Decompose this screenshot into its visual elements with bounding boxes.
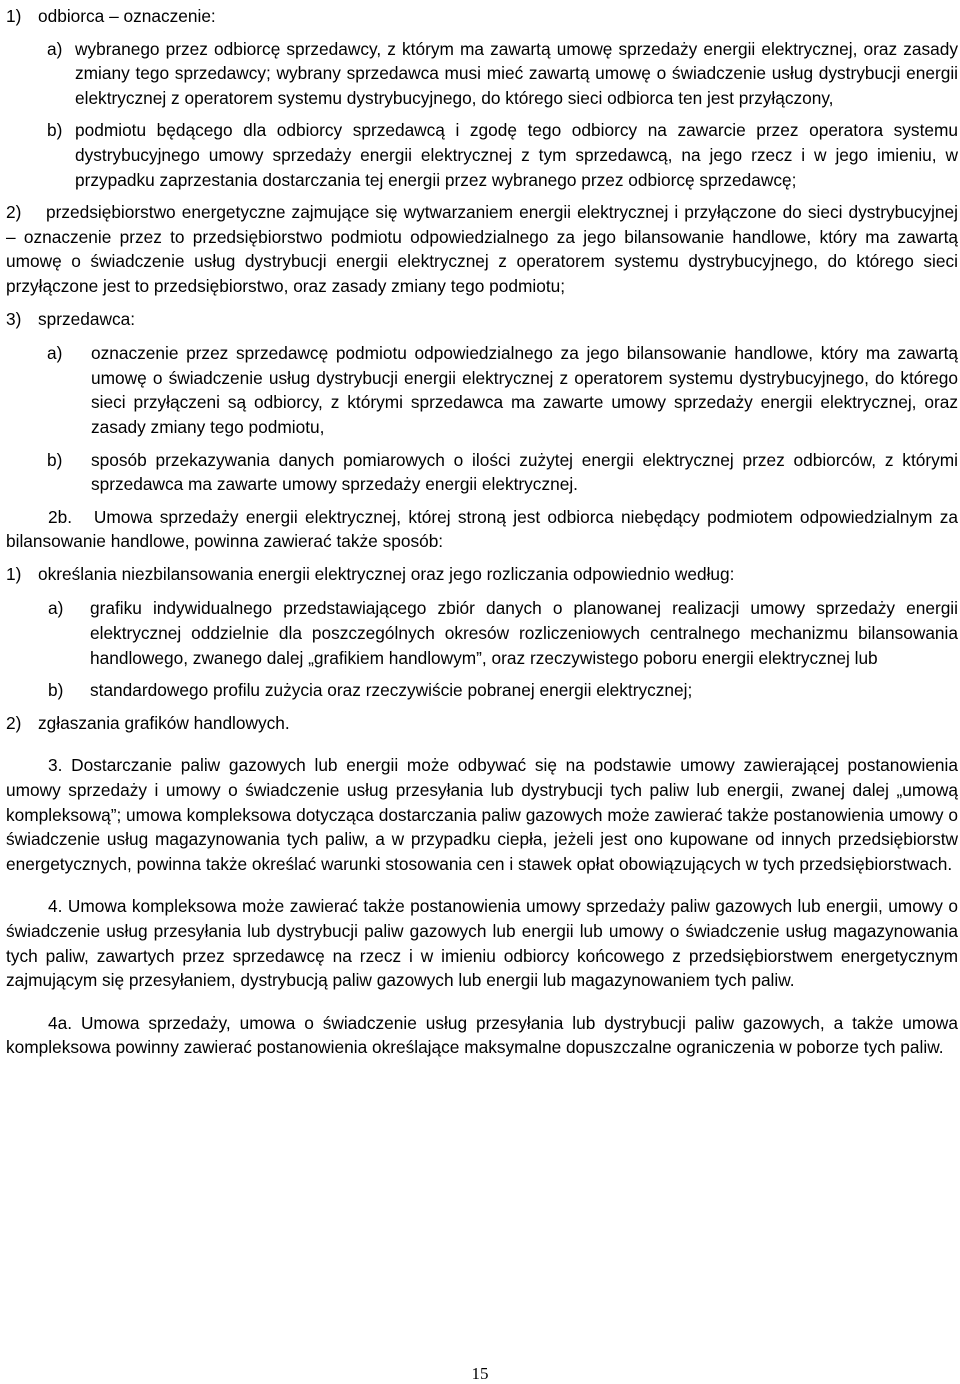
- paragraph-text: Umowa sprzedaży, umowa o świadczenie usług przesyłania lub dystrybucji paliw gazowych, a także umowa kompleksowa powinny zawierać postanowienia określające maksymalne dopuszczalne ograniczenia w poborze tych paliw.: [6, 1012, 958, 1058]
- item-1a: [6, 37, 958, 111]
- paragraph-number: 2b.: [48, 506, 73, 527]
- item-2b-1a: [6, 596, 958, 670]
- item-text: sprzedawca:: [38, 308, 136, 329]
- paragraph-4a: [6, 1011, 958, 1060]
- page-number: 15: [471, 1364, 489, 1383]
- paragraph-2b: [6, 505, 958, 554]
- item-2b-1: [6, 562, 958, 587]
- item-text: przedsiębiorstwo energetyczne zajmujące się wytwarzaniem energii elektrycznej i przyłączone do sieci dystrybucyjnej – oznaczenie przez to przedsiębiorstwo podmiotu odpowiedzialnego za jego bilansowanie handlowe, który ma zawartą umowę o świadczenie usług dystrybucji energii elektrycznej z operatorem systemu dystrybucyjnego, do którego sieci przyłączone jest to przedsiębiorstwo, oraz zasady zmiany tego podmiotu;: [6, 202, 958, 296]
- item-text: odbiorca – oznaczenie:: [38, 6, 216, 26]
- paragraph-text: Umowa kompleksowa może zawierać także postanowienia umowy sprzedaży paliw gazowych lub energii, umowy o świadczenie usług przesyłania lub dystrybucji paliw gazowych lub energii lub umowy o świadczenie usług magazynowania tych paliw, zawartych przez sprzedawcę na rzecz i w imieniu odbiorcy końcowego z przedsiębiorstwem energetycznym zajmującym się przesyłaniem, dystrybucją paliw gazowych lub energii lub magazynowaniem tych paliw.: [6, 896, 958, 991]
- item-text: sposób przekazywania danych pomiarowych o ilości zużytej energii elektrycznej przez odbiorców, z którymi sprzedawca ma zawarte umowy sprzedaży energii elektrycznej.: [91, 449, 958, 495]
- item-label: b): [47, 120, 63, 141]
- item-text: zgłaszania grafików handlowych.: [38, 712, 290, 733]
- paragraph-number: 4.: [48, 896, 63, 917]
- item-text: wybranego przez odbiorcę sprzedawcy, z którym ma zawartą umowę sprzedaży energii elektrycznej, oraz zasady zmiany tego sprzedawcy; wybrany sprzedawca musi mieć zawartą umowę o świadczenie usług dystrybucji energii elektrycznej z operatorem systemu dystrybucyjnego, do którego sieci odbiorca ten jest przyłączony,: [75, 38, 958, 108]
- item-label: a): [47, 343, 63, 364]
- paragraph-text: Umowa sprzedaży energii elektrycznej, której stroną jest odbiorca niebędący podmiotem odpowiedzialnym za bilansowanie handlowe, powinna zawierać także sposób:: [6, 506, 958, 552]
- document-page: [6, 4, 958, 1060]
- item-text: grafiku indywidualnego przedstawiającego zbiór danych o planowanej realizacji umowy sprzedaży energii elektrycznej oddzielnie dla poszczególnych okresów rozliczeniowych centralnego mechanizmu bilansowania handlowego, zwanego dalej „grafikiem handlowym”, oraz rzeczywistego poboru energii elektrycznej lub: [90, 598, 958, 668]
- item-label: a): [48, 598, 64, 619]
- item-2: [6, 200, 958, 298]
- item-label: 1): [6, 6, 22, 26]
- item-label: 1): [6, 563, 22, 584]
- paragraph-3: [6, 753, 958, 876]
- item-label: a): [47, 38, 63, 59]
- paragraph-text: Dostarczanie paliw gazowych lub energii może odbywać się na podstawie umowy zawierającej postanowienia umowy sprzedaży i umowy o świadczenie usług przesyłania lub dystrybucji tych paliw lub energii, zwanej dalej „umową kompleksową”; umowa kompleksowa dotycząca dostarczania paliw gazowych może zawierać także postanowienia umowy o świadczenie usług magazynowania tych paliw, a w przypadku ciepła, jeżeli jest ono kupowane od innych przedsiębiorstw energetycznych, powinna także określać warunki stosowania cen i stawek opłat obowiązujących w tych przedsiębiorstwach.: [6, 755, 958, 874]
- item-3: [6, 307, 958, 332]
- item-text: oznaczenie przez sprzedawcę podmiotu odpowiedzialnego za jego bilansowanie handlowe, który ma zawartą umowę o świadczenie usług dystrybucji energii elektrycznej z operatorem systemu dystrybucyjnego, do którego sieci przyłączeni są odbiorcy, z którymi sprzedawca ma zawarte umowy sprzedaży energii elektrycznej, oraz zasady zmiany tego podmiotu,: [91, 343, 958, 437]
- paragraph-number: 4a.: [48, 1012, 73, 1033]
- paragraph-4: [6, 894, 958, 992]
- item-label: b): [47, 449, 63, 470]
- item-text: podmiotu będącego dla odbiorcy sprzedawcą i zgodę tego odbiorcy na zawarcie przez operatora systemu dystrybucyjnego umowy sprzedaży energii elektrycznej z tym sprzedawcą, na jego rzecz i w jego imieniu, w przypadku zaprzestania dostarczania tej energii przez wybranego przez odbiorcę sprzedawcę;: [75, 120, 958, 190]
- item-label: 2): [6, 202, 22, 223]
- item-2b-2: [6, 711, 958, 736]
- item-text: standardowego profilu zużycia oraz rzeczywiście pobranej energii elektrycznej;: [90, 680, 693, 701]
- item-label: b): [48, 680, 64, 701]
- item-1: [6, 4, 958, 29]
- item-3a: [6, 341, 958, 439]
- item-text: określania niezbilansowania energii elektrycznej oraz jego rozliczania odpowiednio według:: [38, 563, 735, 584]
- item-1b: [6, 118, 958, 192]
- paragraph-number: 3.: [48, 755, 63, 776]
- item-3b: [6, 448, 958, 497]
- item-label: 2): [6, 712, 22, 733]
- item-label: 3): [6, 308, 22, 329]
- item-2b-1b: [6, 678, 958, 703]
